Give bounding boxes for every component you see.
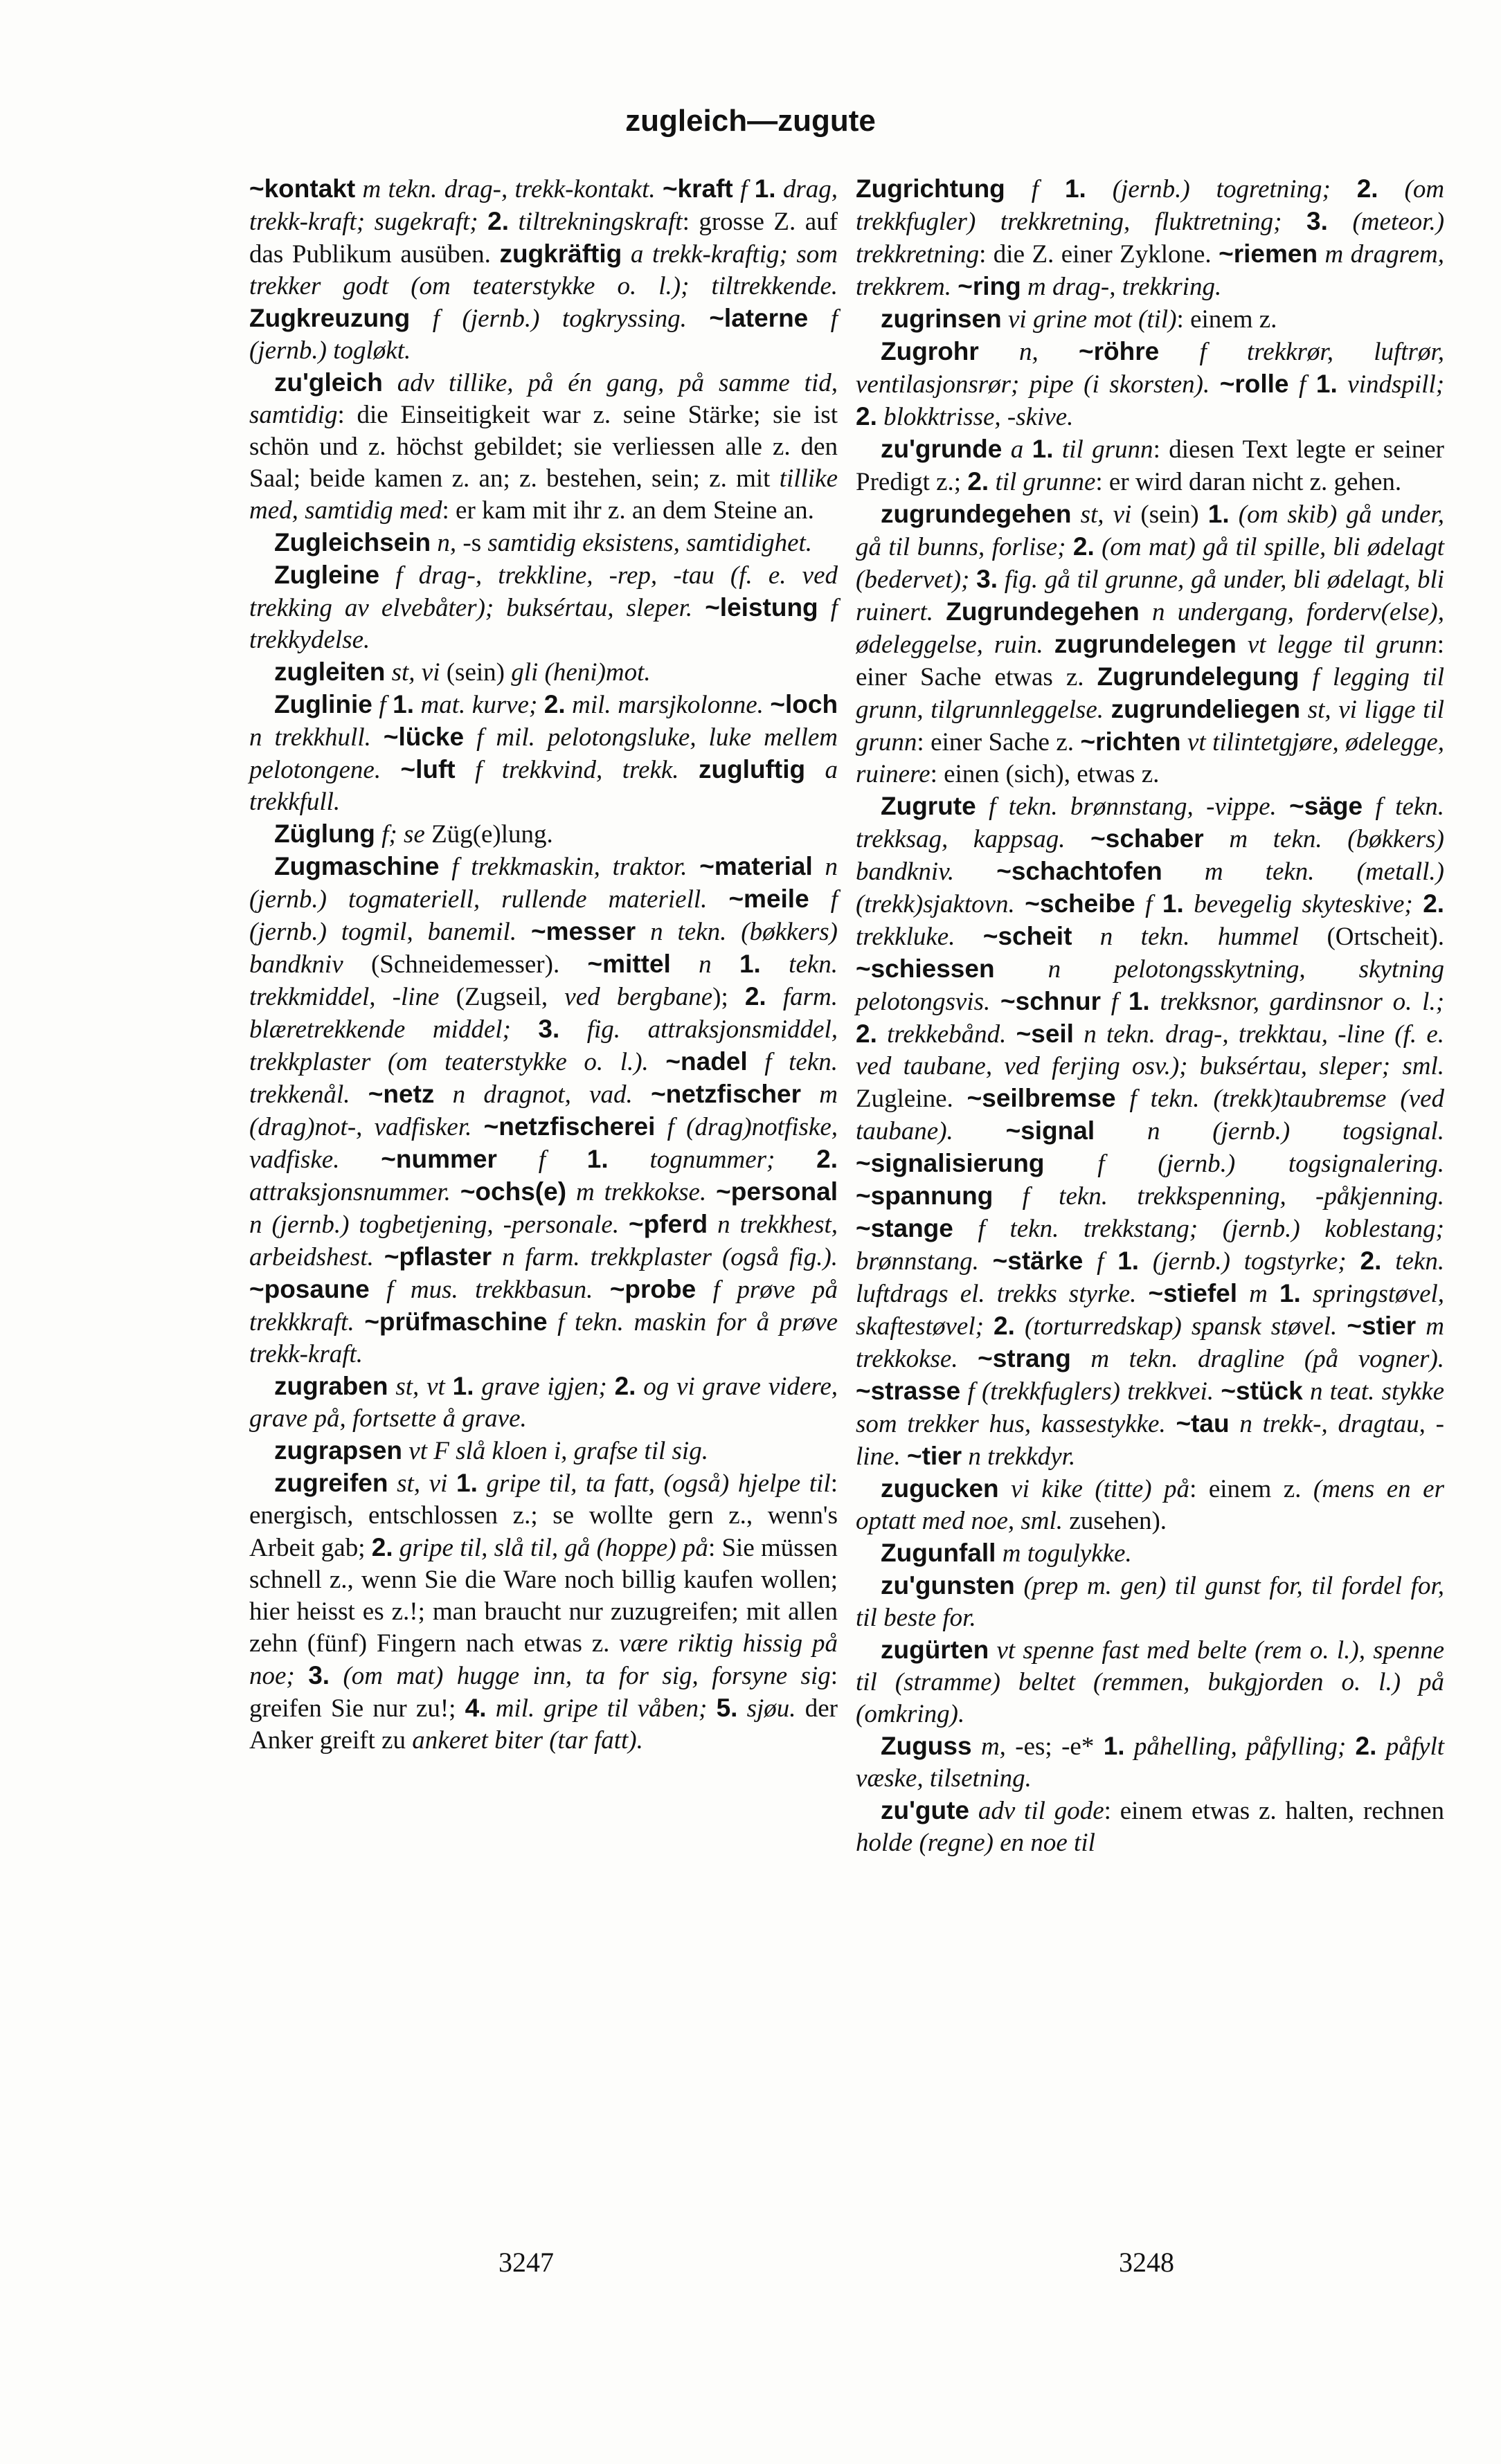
dictionary-entry: Zuguss m, -es; -e* 1. påhelling, påfylling; 2. påfylt væske, tilsetning. (856, 1732, 1445, 1793)
dictionary-entry: Zugrichtung f 1. (jernb.) togretning; 2. (om trekkfugler) trekkretning, fluktretning; 3. (meteor.) trekkretning: die Z. einer Zyklone. ~riemen m dragrem, trekkrem. ~ring m drag-, trekkring. (856, 174, 1445, 301)
dictionary-entry: Zugleichsein n, -s samtidig eksistens, samtidighet. (274, 528, 813, 557)
dictionary-entry: zu'grunde a 1. til grunn: diesen Text legte er seiner Predigt z.; 2. til grunne: er wird daran nicht z. gehen. (856, 435, 1444, 496)
dictionary-entry: zugürten vt spenne fast med belte (rem o. l.), spenne til (stramme) beltet (remmen, bukgjorden o. l.) på (omkring). (856, 1636, 1444, 1728)
right-column (856, 173, 1444, 1859)
dictionary-entry: Zugrute f tekn. brønnstang, -vippe. ~säge f tekn. trekksag, kappsag. ~schaber m tekn. (bøkkers) bandkniv. ~schachtofen m tekn. (metall.) (trekk)sjaktovn. ~scheibe f 1. bevegelig skyteskive; 2. trekkluke. ~scheit n tekn. hummel (Ortscheit). ~schiessen n pelotongsskytning, skytning pelotongsvis. ~schnur f 1. trekksnor, gardinsnor o. l.; 2. trekkebånd. ~seil n tekn. drag-, trekktau, -line (f. e. ved taubane, ved ferjing osv.); buksértau, sleper; sml. Zugleine. ~seilbremse f tekn. (trekk)taubremse (ved taubane). ~signal n (jernb.) togsignal. ~signalisierung f (jernb.) togsignalering. ~spannung f tekn. trekkspenning, -påkjenning. ~stange f tekn. trekkstang; (jernb.) koblestang; brønnstang. ~stärke f 1. (jernb.) togstyrke; 2. tekn. luftdrags el. trekks styrke. ~stiefel m 1. springstøvel, skaftestøvel; 2. (torturredskap) spansk støvel. ~stier m trekkokse. ~strang m tekn. dragline (på vogner). ~strasse f (trekkfuglers) trekkvei. ~stück n teat. stykke som trekker hus, kassestykke. ~tau n trekk-, dragtau, -line. ~tier n trekkdyr. (856, 792, 1445, 1471)
dictionary-entry: Zugunfall m togulykke. (881, 1539, 1132, 1568)
running-header: zugleich—zugute (625, 104, 876, 138)
dictionary-entry: zu'gute adv til gode: einem etwas z. halten, rechnen holde (regne) en noe til (856, 1796, 1445, 1857)
dictionary-entry: zugucken vi kike (titte) på: einem z. (mens en er optatt med noe, sml. zusehen). (856, 1474, 1445, 1535)
dictionary-entry: zugreifen st, vi 1. gripe til, ta fatt, (også) hjelpe til: energisch, entschlossen z.; se wollte gern z., wenn's Arbeit gab; 2. gripe til, slå til, gå (hoppe) på: Sie müssen schnell z., wenn Sie die Ware noch billig kaufen wollen; hier heisst es z.!; man braucht nur zuzugreifen; mit allen zehn (fünf) Fingern nach etwas z. være riktig hissig på noe; 3. (om mat) hugge inn, ta for sig, forsyne sig: greifen Sie nur zu!; 4. mil. gripe til våben; 5. sjøu. der Anker greift zu ankeret biter (tar fatt). (249, 1469, 838, 1755)
dictionary-entry: zugleiten st, vi (sein) gli (heni)mot. (274, 658, 651, 687)
dictionary-entry: zu'gleich adv tillike, på én gang, på samme tid, samtidig: die Einseitigkeit war z. seine Stärke; sie ist schön und z. höchst gebildet; sie verliessen alle z. den Saal; beide kamen z. an; z. bestehen, sein; z. mit tillike med, samtidig med: er kam mit ihr z. an dem Steine an. (249, 368, 838, 525)
dictionary-entry: Zugleine f drag-, trekkline, -rep, -tau (f. e. ved trekking av elvebåter); buksértau, sleper. ~leistung f trekkydelse. (249, 561, 838, 654)
dictionary-entry: zugrapsen vt F slå kloen i, grafse til sig. (274, 1436, 708, 1465)
page-number-right: 3248 (1119, 2247, 1174, 2278)
dictionary-entry: zugrundegehen st, vi (sein) 1. (om skib) gå under, gå til bunns, forlise; 2. (om mat) gå til spille, bli ødelagt (bedervet); 3. fig. gå til grunne, gå under, bli ødelagt, bli ruinert. Zugrundegehen n undergang, forderv(else), ødeleggelse, ruin. zugrundelegen vt legge til grunn: einer Sache etwas z. Zugrundelegung f legging til grunn, tilgrunnleggelse. zugrundeliegen st, vi ligge til grunn: einer Sache z. ~richten vt tilintetgjøre, ødelegge, ruinere: einen (sich), etwas z. (856, 500, 1445, 788)
dictionary-entry: Zugrohr n, ~röhre f trekkrør, luftrør, ventilasjonsrør; pipe (i skorsten). ~rolle f 1. vindspill; 2. blokktrisse, -skive. (856, 337, 1445, 431)
page-number-left: 3247 (498, 2247, 554, 2278)
dictionary-entry: ~kontakt m tekn. drag-, trekk-kontakt. ~kraft f 1. drag, trekk-kraft; sugekraft; 2. tiltrekningskraft: grosse Z. auf das Publikum ausüben. zugkräftig a trekk-kraftig; som trekker godt (om teaterstykke o. l.); tiltrekkende. Zugkreuzung f (jernb.) togkryssing. ~laterne f (jernb.) togløkt. (249, 174, 838, 365)
dictionary-entry: zu'gunsten (prep m. gen) til gunst for, til fordel for, til beste for. (856, 1571, 1445, 1632)
left-column (249, 173, 838, 1757)
dictionary-entry: zugrinsen vi grine mot (til): einem z. (881, 305, 1277, 334)
dictionary-entry: Zugmaschine f trekkmaskin, traktor. ~material n (jernb.) togmateriell, rullende materiell. ~meile f (jernb.) togmil, banemil. ~messer n tekn. (bøkkers) bandkniv (Schneidemesser). ~mittel n 1. tekn. trekkmiddel, -line (Zugseil, ved bergbane); 2. farm. blæretrekkende middel; 3. fig. attraksjonsmiddel, trekkplaster (om teaterstykke o. l.). ~nadel f tekn. trekkenål. ~netz n dragnot, vad. ~netzfischer m (drag)not-, vadfisker. ~netzfischerei f (drag)notfiske, vadfiske. ~nummer f 1. tognummer; 2. attraksjonsnummer. ~ochs(e) m trekkokse. ~personal n (jernb.) togbetjening, -personale. ~pferd n trekkhest, arbeidshest. ~pflaster n farm. trekkplaster (også fig.). ~posaune f mus. trekkbasun. ~probe f prøve på trekkkraft. ~prüfmaschine f tekn. maskin for å prøve trekk-kraft. (249, 852, 838, 1368)
dictionary-entry: Zuglinie f 1. mat. kurve; 2. mil. marsjkolonne. ~loch n trekkhull. ~lücke f mil. pelotongsluke, luke mellem pelotongene. ~luft f trekkvind, trekk. zugluftig a trekkfull. (249, 690, 838, 816)
dictionary-entry: Züglung f; se Züg(e)lung. (274, 819, 553, 849)
dictionary-entry: zugraben st, vt 1. grave igjen; 2. og vi grave videre, grave på, fortsette å grave. (249, 1372, 838, 1433)
